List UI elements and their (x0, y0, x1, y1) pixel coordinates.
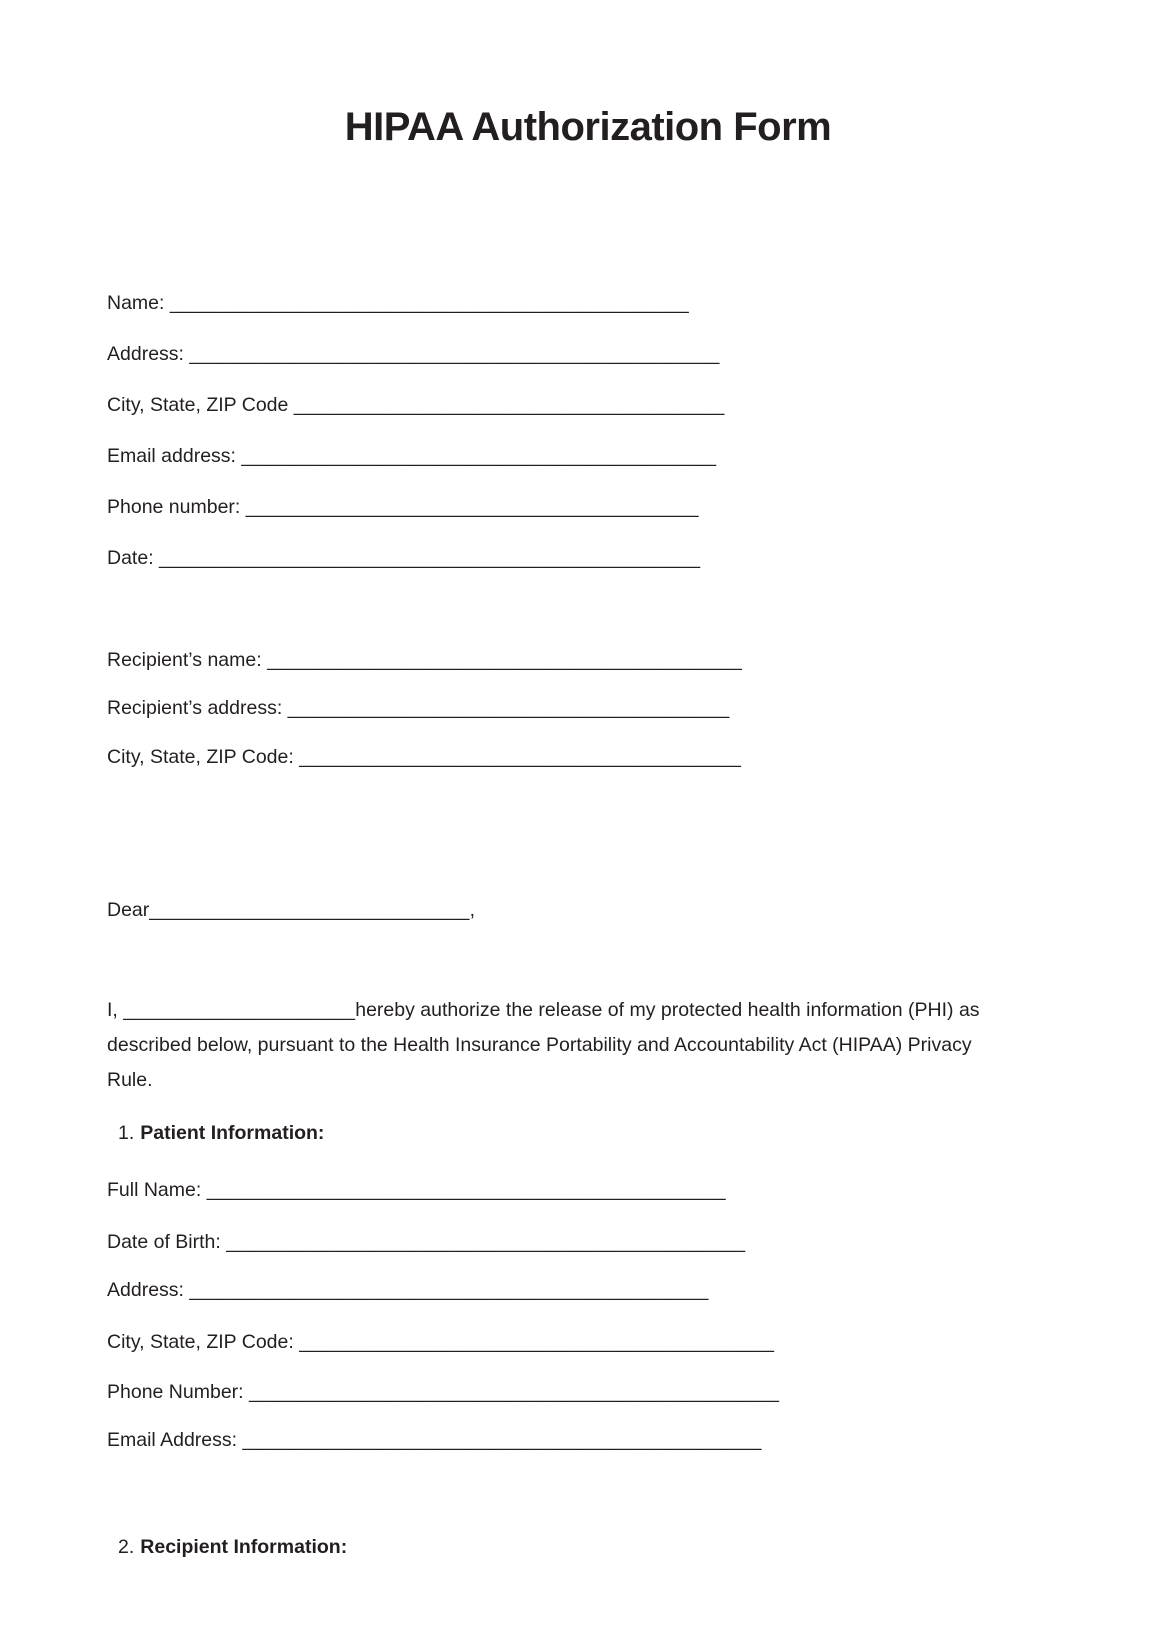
salutation-comma: , (469, 899, 476, 921)
blank-line-email: ___________________________________________ (241, 445, 717, 467)
salutation-blank-line: _____________________________ (149, 899, 470, 921)
field-row-name (107, 293, 1013, 313)
field-label-recipient-city-state-zip: City, State, ZIP Code: (107, 746, 300, 768)
blank-line-date-of-birth: _______________________________________________ (226, 1231, 746, 1253)
blank-line-city-state-zip: _______________________________________ (293, 394, 725, 416)
blank-line-recipient-name: ___________________________________________ (267, 649, 742, 671)
section-heading-recipient-information (107, 1537, 1013, 1557)
field-row-patient-address (107, 1280, 1013, 1300)
blank-line-patient-email: _______________________________________________ (242, 1429, 762, 1451)
section-title: Recipient Information: (140, 1536, 348, 1558)
blank-line-patient-address: _______________________________________________ (189, 1279, 709, 1301)
field-label-full-name: Full Name: (107, 1179, 207, 1201)
intro-lead: I, (107, 999, 124, 1021)
field-row-patient-phone (107, 1382, 1013, 1402)
field-label-city-state-zip: City, State, ZIP Code (107, 394, 294, 416)
authorization-paragraph (107, 993, 1013, 1098)
blank-line-date: _________________________________________________ (159, 547, 701, 569)
field-label-patient-address: Address: (107, 1279, 190, 1301)
form-body (107, 293, 1013, 1557)
page-title: HIPAA Authorization Form (344, 105, 832, 149)
blank-line-patient-phone: ________________________________________________ (249, 1381, 780, 1403)
field-label-email: Email address: (107, 445, 242, 467)
field-row-recipient-address (107, 698, 1013, 718)
field-row-full-name (107, 1180, 1013, 1200)
blank-line-recipient-address: ________________________________________ (287, 697, 730, 719)
blank-line-recipient-city-state-zip: ________________________________________ (299, 746, 742, 768)
field-label-address: Address: (107, 343, 190, 365)
salutation-line (107, 900, 1013, 920)
field-row-patient-email (107, 1430, 1013, 1450)
blank-line-patient-city-state-zip: ___________________________________________ (299, 1331, 775, 1353)
field-row-email (107, 446, 1013, 466)
intro-body: hereby authorize the release of my protected health information (PHI) as described below, pursuant to the Health Insurance Portability and Accountability Act (HIPAA) Privacy Rule. (107, 999, 985, 1091)
field-row-address (107, 344, 1013, 364)
field-row-patient-city-state-zip (107, 1332, 1013, 1352)
field-row-recipient-name (107, 650, 1013, 670)
intro-blank-line: _____________________ (123, 999, 356, 1021)
field-row-recipient-city-state-zip (107, 747, 1013, 767)
section-number: 1. (118, 1122, 135, 1144)
salutation-prefix: Dear (107, 899, 150, 921)
blank-line-name: _______________________________________________ (169, 292, 689, 314)
field-row-date (107, 548, 1013, 568)
field-label-name: Name: (107, 292, 170, 314)
field-label-recipient-address: Recipient’s address: (107, 697, 288, 719)
blank-line-full-name: _______________________________________________ (206, 1179, 726, 1201)
field-row-city-state-zip (107, 395, 1013, 415)
field-row-phone (107, 497, 1013, 517)
field-label-patient-city-state-zip: City, State, ZIP Code: (107, 1331, 300, 1353)
field-row-date-of-birth (107, 1232, 1013, 1252)
section-number: 2. (118, 1536, 135, 1558)
field-label-patient-phone: Phone Number: (107, 1381, 249, 1403)
field-label-phone: Phone number: (107, 496, 246, 518)
field-label-date-of-birth: Date of Birth: (107, 1231, 227, 1253)
blank-line-address: ________________________________________________ (189, 343, 720, 365)
section-heading-patient-information (107, 1123, 1013, 1143)
field-label-date: Date: (107, 547, 160, 569)
section-title: Patient Information: (140, 1122, 325, 1144)
field-label-patient-email: Email Address: (107, 1429, 243, 1451)
blank-line-phone: _________________________________________ (245, 496, 699, 518)
field-label-recipient-name: Recipient’s name: (107, 649, 268, 671)
